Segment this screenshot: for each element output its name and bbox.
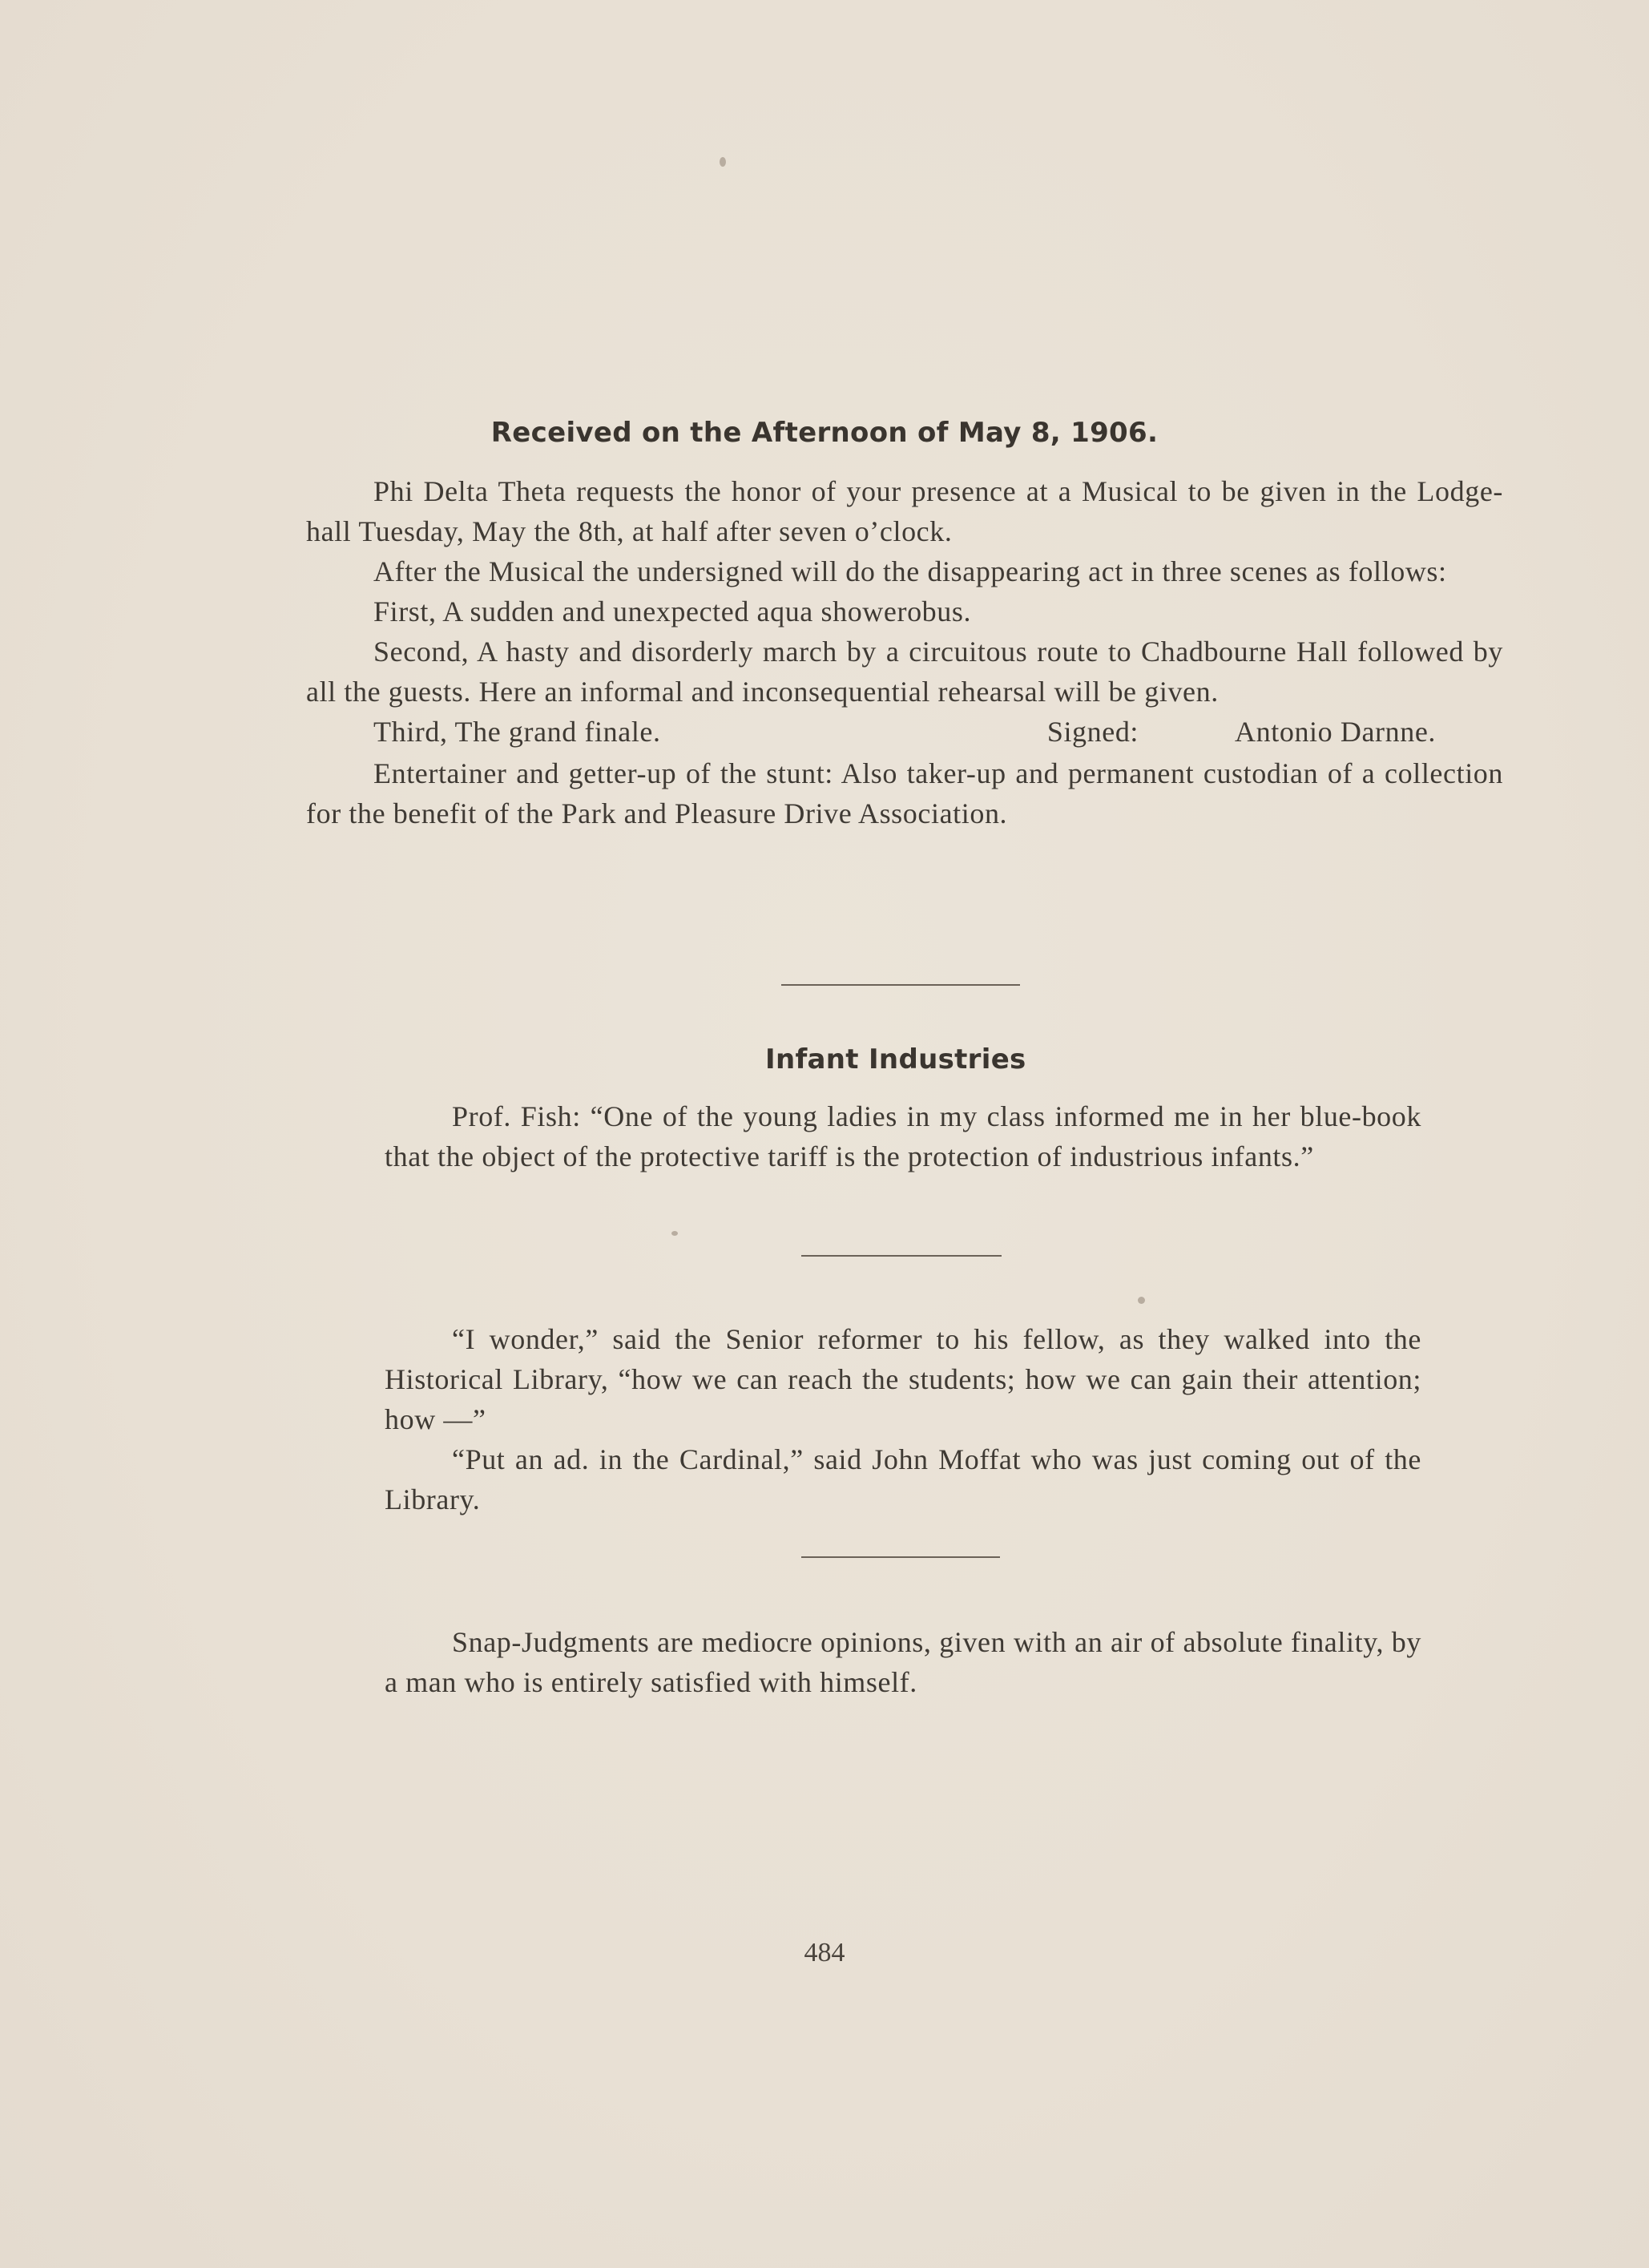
signature xyxy=(1047,712,1503,752)
paper-speck xyxy=(720,157,726,167)
section-title-infant-industries: Infant Industries xyxy=(765,1043,1026,1075)
divider-rule xyxy=(781,984,1020,986)
third-scene: Third, The grand finale. xyxy=(373,716,661,748)
section-infant-body xyxy=(385,1096,1421,1176)
paper-speck xyxy=(1138,1297,1145,1304)
paragraph: Snap-Judgments are mediocre opinions, given with an air of absolute finality, by a man who is entirely satisfied with himself. xyxy=(385,1626,1421,1698)
section-library-body xyxy=(385,1319,1421,1519)
divider-rule xyxy=(801,1255,1002,1257)
paper-speck xyxy=(671,1231,678,1236)
signature-line xyxy=(306,712,1503,752)
section-snap-judgments-body xyxy=(385,1622,1421,1702)
paragraph: After the Musical the undersigned will do the disappearing act in three scenes as follows: xyxy=(373,555,1447,587)
paragraph: First, A sudden and unexpected aqua showerobus. xyxy=(373,595,972,628)
section-title-received: Received on the Afternoon of May 8, 1906. xyxy=(490,417,1159,449)
paragraph: Phi Delta Theta requests the honor of your presence at a Musical to be given in the Lodge-hall Tuesday, May the 8th, at half after seven o’clock. xyxy=(306,475,1503,547)
signed-name: Antonio Darnne. xyxy=(1235,716,1436,748)
page-number: 484 xyxy=(804,1938,845,1967)
paragraph: Entertainer and getter-up of the stunt: Also taker-up and permanent custodian of a collection for the benefit of the Park and Pleasure Drive Association. xyxy=(306,757,1503,829)
paragraph: Second, A hasty and disorderly march by a circuitous route to Chadbourne Hall followed by all the guests. Here an informal and inconsequential rehearsal will be given. xyxy=(306,636,1503,708)
section-received-body xyxy=(306,471,1503,833)
signed-label: Signed: xyxy=(1046,716,1139,748)
paragraph: “I wonder,” said the Senior reformer to his fellow, as they walked into the Historical Library, “how we can reach the students; how we can gain their attention; how —” xyxy=(385,1323,1421,1435)
paragraph: “Put an ad. in the Cardinal,” said John Moffat who was just coming out of the Library. xyxy=(385,1443,1421,1515)
divider-rule xyxy=(801,1556,1000,1558)
paragraph: Prof. Fish: “One of the young ladies in my class informed me in her blue-book that the object of the protective tariff is the protection of industrious infants.” xyxy=(385,1100,1421,1172)
